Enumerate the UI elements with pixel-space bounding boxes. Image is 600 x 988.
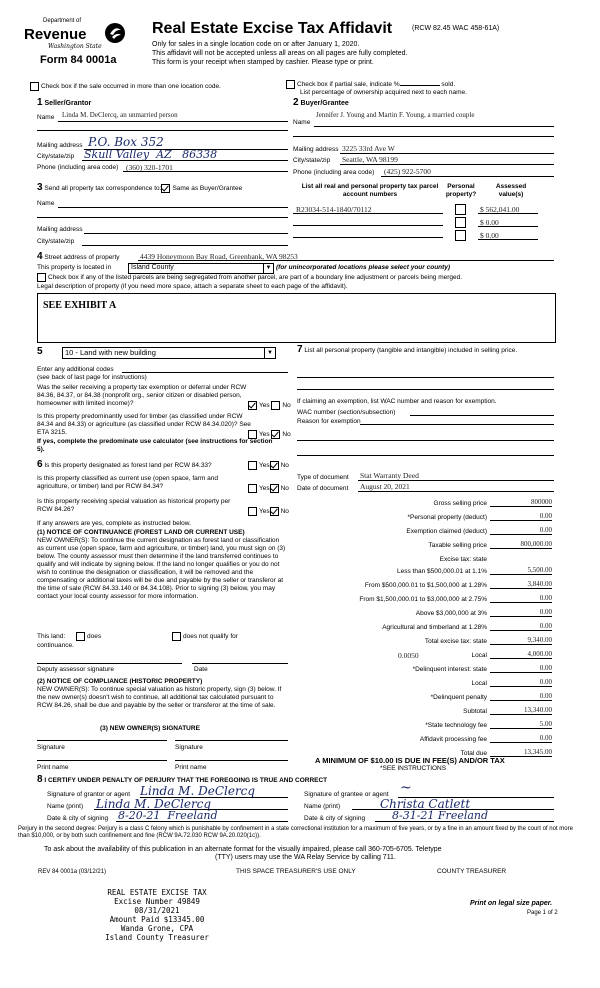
checkbox-icon [172,632,181,641]
tax-row-label: *Personal property (deduct) [407,514,487,521]
grantee-signature[interactable]: ~ [400,780,412,796]
county-value: Island County [131,264,174,271]
legal-label: Legal description of property (if you need more space, attach a separate sheet to each page of the affidavit). [37,283,348,290]
accessibility-note-2: (TTY) users may use the WA Relay Service by calling 711. [215,854,396,861]
buyer-mailing-label: Mailing address [293,146,339,153]
doc-date-label: Date of document [297,485,349,492]
does-option[interactable] [76,632,101,641]
logo [18,18,138,73]
no-label: No [282,402,291,410]
tax-row-label: Local [471,680,487,687]
grantee-name-print[interactable]: Christa Catlett [380,797,471,811]
tax-row-line [492,588,552,589]
page-number: Page 1 of 2 [527,910,558,916]
buyer-phone-line [381,176,554,177]
tax-row-value[interactable]: 0.00 [539,594,552,602]
tax-row-label: *Delinquent penalty [430,694,487,701]
section-number: 7 [297,344,303,355]
open-space-answer [248,484,289,493]
form-number: Form 84 0001a [40,54,117,66]
seller-extra-line [37,130,288,131]
checkbox-icon [37,273,46,282]
yes-label: Yes [259,431,270,439]
forest-answer [248,461,289,470]
grantor-name-print[interactable]: Linda M. DeClercq [96,797,212,811]
tax-row-leader [490,630,494,631]
section3-mailing-line [84,233,288,234]
tax-row-leader [490,728,494,729]
county-treasurer-label: COUNTY TREASURER [437,868,507,875]
see-instructions: *SEE INSTRUCTIONS [380,765,447,772]
tax-row-value[interactable]: 0.00 [539,692,552,700]
section3-city-label: City/state/zip [37,238,75,245]
section7-line-2 [297,389,554,390]
tax-row-line [492,700,552,701]
assessed-value-1[interactable]: $ 562,041.00 [480,205,520,214]
seller-mailing-label: Mailing address [37,142,83,149]
personal-property-checkbox-3[interactable] [455,230,466,241]
section7-line-1 [297,377,554,378]
grantee-name-label: Name (print) [304,803,341,810]
tax-row-leader [490,658,494,659]
partial-sale-check[interactable] [286,80,455,89]
section3-extra-line [37,217,288,218]
located-label: This property is located in [37,264,112,271]
seller-phone[interactable]: (360) 320-1701 [126,163,173,172]
tax-row-value[interactable]: 800,000.00 [520,540,552,548]
tax-row-value[interactable]: 3,840.00 [527,580,552,588]
does-label: does [87,633,102,641]
seller-name-label: Name [37,114,55,121]
tax-row-label: Affidavit processing fee [419,736,487,743]
tax-row-label: Gross selling price [433,500,487,507]
multi-location-label: Check box if the sale occurred in more than one location code. [41,83,221,91]
open-yes-checkbox[interactable] [248,484,257,493]
forest-question [37,461,212,470]
wac-line [410,415,554,416]
tax-row-line [492,534,552,535]
logo-revenue: Revenue [24,26,87,43]
print-line-2 [175,760,288,761]
forest-no-checkbox[interactable] [270,461,279,470]
owner-sig-line-1 [37,740,167,741]
doc-date[interactable]: August 20, 2021 [360,482,410,491]
tax-row-leader [490,534,494,535]
buyer-phone[interactable]: (425) 922-5700 [384,167,431,176]
section5-number: 5 [37,346,43,357]
tax-row-label: Less than $500,000.01 at 1.1% [397,568,487,575]
legal-paper-note: Print on legal size paper. [470,900,553,907]
reason-label: Reason for exemption [297,418,361,425]
doc-type-line [358,480,554,481]
print-line-1 [37,760,167,761]
buyer-name-label: Name [293,119,311,126]
seller-citystate-label: City/state/zip [37,153,75,160]
buyer-heading-label: Buyer/Grantee [300,100,349,107]
historic-question: Is this property receiving special valuation as historical property per RCW 84.26? [37,498,231,513]
logo-swirl-icon [104,22,126,44]
tax-row-line [492,574,552,575]
no-label: No [280,508,289,516]
deputy-label: Deputy assessor signature [37,666,114,673]
tax-row-label: *State technology fee [425,722,487,729]
tax-row-label: Agricultural and timberland at 1.28% [382,624,487,631]
parcel-line-3 [293,237,443,238]
use-code-select[interactable] [62,347,276,359]
tax-row-value[interactable]: 13,340.00 [524,706,552,714]
grantor-sig-label: Signature of grantor or agent [47,791,131,798]
tax-row-value[interactable]: 0.00 [539,512,552,520]
historic-heading: (2) NOTICE OF COMPLIANCE (HISTORIC PROPERTY) [37,678,203,685]
tax-row-label: Total due [460,750,487,757]
perjury-notice [18,826,584,840]
tax-row-line [492,506,552,507]
grantor-date-line [116,821,288,822]
tax-row-label: Local [471,652,487,659]
wac-instruction: If claiming an exemption, list WAC number and reason for exemption. [297,398,497,405]
seller-heading [37,99,91,109]
perjury-text: Perjury in the second degree: Perjury is a class C felony which is punishable by confinement in a state correctional institution for a maximum of five years, or by a fine in an amount fixed by the court of not more than $10,000, or by both such confinement and fine (RCW 9A.72.030 RCW 9A.20.020(1c)). [18,826,573,839]
yes-label: Yes [259,508,270,516]
yes-label: Yes [259,402,270,410]
form-rcw: (RCW 82.45 WAC 458-61A) [412,25,500,32]
does-not-label: does not qualify for [183,633,238,641]
exemption-yes-checkbox[interactable] [248,401,257,410]
buyer-heading [293,99,349,109]
section7-heading [297,346,552,355]
does-not-option[interactable] [172,632,238,641]
form-title: Real Estate Excise Tax Affidavit [152,20,393,37]
seller-phone-label: Phone (including area code) [37,164,119,171]
this-land-label: This land: [37,633,66,640]
tax-row-line [492,714,552,715]
tax-row-line [492,686,552,687]
stamp-line-3: 08/31/2021 [134,906,180,915]
chevron-down-icon: ▼ [263,264,273,273]
section3-city-line [82,245,288,246]
additional-codes-label: Enter any additional codes [37,366,114,373]
section7-text: List all personal property (tangible and intangible) included in selling price. [304,347,518,354]
tax-row-line [492,672,552,673]
section3-name-label: Name [37,200,55,207]
assessed-value-3[interactable]: $ 0.00 [480,231,499,240]
local-rate[interactable]: 0.0050 [398,651,419,660]
tax-row-value[interactable]: 0.00 [539,608,552,616]
doc-type[interactable]: Stat Warranty Deed [360,471,419,480]
hist-yes-checkbox[interactable] [248,507,257,516]
tax-row-leader [490,644,494,645]
exemption-question: Was the seller receiving a property tax exemption or deferral under RCW 84.36, 84.37, or 84.38 (nonprofit org., senior citizen or disabled person, homeowner with limited income)? [37,384,247,407]
checkbox-icon [30,82,39,91]
signature-label-2: Signature [175,744,203,751]
street-line [138,260,554,261]
partial-sale-label: Check box if partial sale, indicate % [297,81,400,89]
section-number: 8 [37,774,43,785]
parcel-col-personal: Personal property? [445,183,477,198]
seller-mailing[interactable]: P.O. Box 352 [88,135,164,149]
timber-note: If yes, complete the predominate use calculator (see instructions for section 5). [37,438,273,453]
tax-row-label: From $500,000.01 to $1,500,000 at 1.28% [364,582,487,589]
no-label: No [280,485,289,493]
tax-row-leader [490,602,494,603]
personal-property-checkbox-2[interactable] [455,217,466,228]
property-street[interactable]: 4439 Honeymoon Bay Road, Greenbank, WA 98253 [140,252,298,261]
open-space-question: Is this property classified as current use (open space, farm and agriculture, or timber) land per RCW 84.34? [37,475,219,490]
exemption-answer [248,401,291,410]
grantor-name-label: Name (print) [47,803,84,810]
tax-row-leader [490,548,494,549]
tax-row-label: *Delinquent interest: state [412,666,487,673]
partial-sold-label: sold. [441,81,456,89]
street-label: Street address of property [44,254,120,261]
deputy-line [37,663,182,664]
section4-street [37,253,120,262]
assessed-line-2 [478,226,538,227]
header-note-3: This form is your receipt when stamped by cashier. Please type or print. [152,59,374,66]
tax-row-line [492,644,552,645]
stamp-line-5: Wanda Grone, CPA [120,924,194,933]
treasurer-only-label: THIS SPACE TREASURER'S USE ONLY [236,868,356,875]
historic-answer [248,507,289,516]
tax-row-label: Total excise tax: state [424,638,487,645]
parcel-col-numbers: List all real and personal property tax parcel account numbers [301,183,439,198]
parcel-number-1[interactable]: R23034-514-1840/70112 [296,205,372,214]
buyer-name[interactable]: Jennifer J. Young and Martin F. Young, a married couple [316,111,475,119]
county-note: (for unincorporated locations please select your county) [276,264,451,271]
section-number: 6 [37,459,43,470]
reason-line-3 [297,455,554,456]
tax-row-value[interactable]: 0.00 [539,734,552,742]
tax-row-label: From $1,500,000.01 to $3,000,000 at 2.75% [359,596,487,603]
tax-row-line [492,520,552,521]
buyer-phone-label: Phone (including area code) [293,169,375,176]
tax-row-line [492,630,552,631]
continuance-text: NEW OWNER(S): To continue the current designation as forest land or classification as current use (open space, farm and agriculture, or timber) land, you must sign on (3) below. The county assessor must then determine if the land transferred continues to qualify and will indicate by signing below. If the land no longer qualifies or you do not wish to continue the designation or classification, it will be removed and the compensating or additional taxes will be due and payable by the seller or transferor at the time of sale (RCW 84.33.140 or 84.34.108). Prior to signing (3) below, you may contact your local county assessor for more information. [37,537,286,600]
hist-no-checkbox[interactable] [270,507,279,516]
same-as-buyer-checkbox[interactable] [161,184,170,193]
tax-row-leader [490,616,494,617]
tax-row-line [492,742,552,743]
grantee-sig-label: Signature of grantee or agent [304,791,389,798]
tax-row-leader [490,686,494,687]
accessibility-note-1: To ask about the availability of this publication in an alternate format for the visually impaired, please call 360-705-6705. Teletype [44,846,442,853]
stamp-line-6: Island County Treasurer [105,933,209,942]
tax-row-leader [490,506,494,507]
tax-row-value[interactable]: 9,340.00 [527,636,552,644]
continuance-label: continuance. [37,642,74,649]
use-code-value: 10 - Land with new building [65,348,156,357]
tax-row-leader [490,574,494,575]
buyer-extra-line [293,136,554,137]
owner-signature-heading: (3) NEW OWNER(S) SIGNATURE [100,725,200,732]
tax-row-label: Above $3,000,000 at 3% [415,610,487,617]
section-number: 2 [293,97,299,108]
grantee-date-label: Date & city of signing [304,815,366,822]
chevron-down-icon: ▼ [264,348,275,358]
yes-label: Yes [259,485,270,493]
no-label: No [280,462,289,470]
stamp-line-2: Excise Number 49849 [114,897,200,906]
assessed-line-3 [478,239,538,240]
buyer-citystate-line [340,164,554,165]
additional-codes-line [122,372,288,373]
exemption-no-checkbox[interactable] [271,401,280,410]
assessed-value-2[interactable]: $ 0.00 [480,218,499,227]
forest-q-label: Is this property designated as forest land per RCW 84.33? [44,462,212,469]
legal-description: SEE EXHIBIT A [43,300,117,311]
buyer-citystate[interactable]: Seattle, WA 98199 [342,155,398,164]
yes-label: Yes [259,462,270,470]
seller-name-line [58,121,288,122]
tax-row-leader [490,588,494,589]
treasurer-stamp [92,888,222,942]
tax-row-label: Taxable selling price [428,542,487,549]
tax-row-value[interactable]: 13,345.00 [524,748,552,756]
print-label-2: Print name [175,764,207,771]
segregate-check[interactable] [37,273,462,282]
checkbox-icon [76,632,85,641]
tax-row-value[interactable]: 0.00 [539,526,552,534]
tax-row-leader [490,714,494,715]
grantee-date-city[interactable]: 8-31-21 Freeland [392,809,489,822]
tax-row-label: Exemption claimed (deduct) [406,528,487,535]
tax-row-line [492,728,552,729]
tax-row-label: Subtotal [463,708,487,715]
deputy-date-label: Date [194,666,208,673]
logo-dept: Department of [43,18,82,24]
partial-sale-sub: List percentage of ownership acquired next to each name. [300,89,467,96]
tax-row-value[interactable]: 0.00 [539,664,552,672]
buyer-name-line [314,126,554,127]
parcel-line-2 [293,225,443,226]
logo-state: Washington State [48,43,102,50]
stamp-line-4: Amount Paid $13345.00 [109,915,205,924]
same-as-buyer-label: Same as Buyer/Grantee [172,185,243,193]
grantor-date-label: Date & city of signing [47,815,109,822]
tax-row-value[interactable]: 5,500.00 [527,566,552,574]
grantor-signature[interactable]: Linda M. DeClercq [140,784,256,798]
revision: REV 84 0001a (03/12/21) [38,869,107,875]
section-number: 4 [37,251,43,262]
checkbox-icon [286,80,295,89]
reason-line-2 [297,440,554,441]
tax-row-label: Excise tax: state [439,556,487,563]
reason-line [360,424,554,425]
stamp-line-1: REAL ESTATE EXCISE TAX [107,888,207,897]
tax-row-value[interactable]: 0.00 [539,678,552,686]
seller-citystate[interactable]: Skull Valley AZ 86338 [84,148,218,161]
header-note-2: This affidavit will not be accepted unless all areas on all pages are fully completed. [152,50,408,57]
continuance-heading: (1) NOTICE OF CONTINUANCE (FOREST LAND OR CURRENT USE) [37,529,245,536]
tax-row-line [492,548,552,549]
buyer-mailing[interactable]: 3225 33rd Ave W [342,144,395,153]
buyer-mailing-line [340,153,554,154]
parcel-line-1 [293,213,443,214]
tax-row-leader [490,520,494,521]
seller-phone-line [123,171,288,172]
seller-heading-label: Seller/Grantor [44,100,92,107]
doc-type-label: Type of document [297,474,349,481]
segregate-label: Check box if any of the listed parcels are being segregated from another parcel, are part of a boundary line adjustment or parcels being merged. [48,274,463,282]
tax-row-leader [490,700,494,701]
no-label: No [282,431,291,439]
tax-row-line [492,616,552,617]
timber-question: Is this property predominantly used for timber (as classified under RCW 84.34 and 84.33) or agriculture (as classified under RCW 84.34.020)? See ETA 3215. [37,413,251,436]
grantor-date-city[interactable]: 8-20-21 Freeland [118,809,218,822]
tax-row-leader [490,672,494,673]
wac-label: WAC number (section/subsection) [297,409,396,416]
print-label-1: Print name [37,764,69,771]
additional-codes-sub: (see back of last page for instructions) [37,374,147,381]
forest-yes-checkbox[interactable] [248,461,257,470]
owner-sig-line-2 [175,740,288,741]
open-no-checkbox[interactable] [270,484,279,493]
section-number: 3 [37,182,43,194]
doc-date-line [358,491,554,492]
parcel-col-assessed: Assessed value(s) [495,183,527,198]
personal-property-checkbox-1[interactable] [455,204,466,215]
multi-location-check[interactable] [30,82,221,91]
legal-description-box[interactable] [37,293,556,343]
certify-label: I CERTIFY UNDER PENALTY OF PERJURY THAT THE FOREGOING IS TRUE AND CORRECT [44,777,328,784]
header-note-1: Only for sales in a single location code on or after January 1, 2020. [152,41,360,48]
tax-row-line [492,658,552,659]
tax-row-leader [490,742,494,743]
section3-mailing-label: Mailing address [37,226,83,233]
minimum-note: A MINIMUM OF $10.00 IS DUE IN FEE(S) AND/OR TAX [315,756,505,765]
tax-row-value[interactable]: 0.00 [539,622,552,630]
section3-text: Send all property tax correspondence to: [44,185,162,193]
historic-text: NEW OWNER(S): To continue special valuation as historic property, sign (3) below. If the new owner(s) doesn't wish to continue, all additional tax calculated pursuant to RCW 84.26, shall be due and payable by the seller or transferor at the time of sale. [37,686,282,709]
tax-row-value[interactable]: 5.00 [539,720,552,728]
tax-row-value[interactable]: 800000 [531,498,552,506]
section3-name-line [58,207,288,208]
tax-row-line [492,602,552,603]
if-yes-note: If any answers are yes, complete as instructed below. [37,520,191,527]
seller-name[interactable]: Linda M. DeClercq, an unmarried person [62,111,178,119]
assessed-line-1 [478,213,538,214]
grantee-date-line [375,821,554,822]
section3-heading [37,184,242,193]
seller-citystate-line [82,160,288,161]
deputy-date-line [192,663,288,664]
section-number: 1 [37,97,43,108]
tax-row-value[interactable]: 4,000.00 [527,650,552,658]
signature-label-1: Signature [37,744,65,751]
buyer-citystate-label: City/state/zip [293,157,331,164]
